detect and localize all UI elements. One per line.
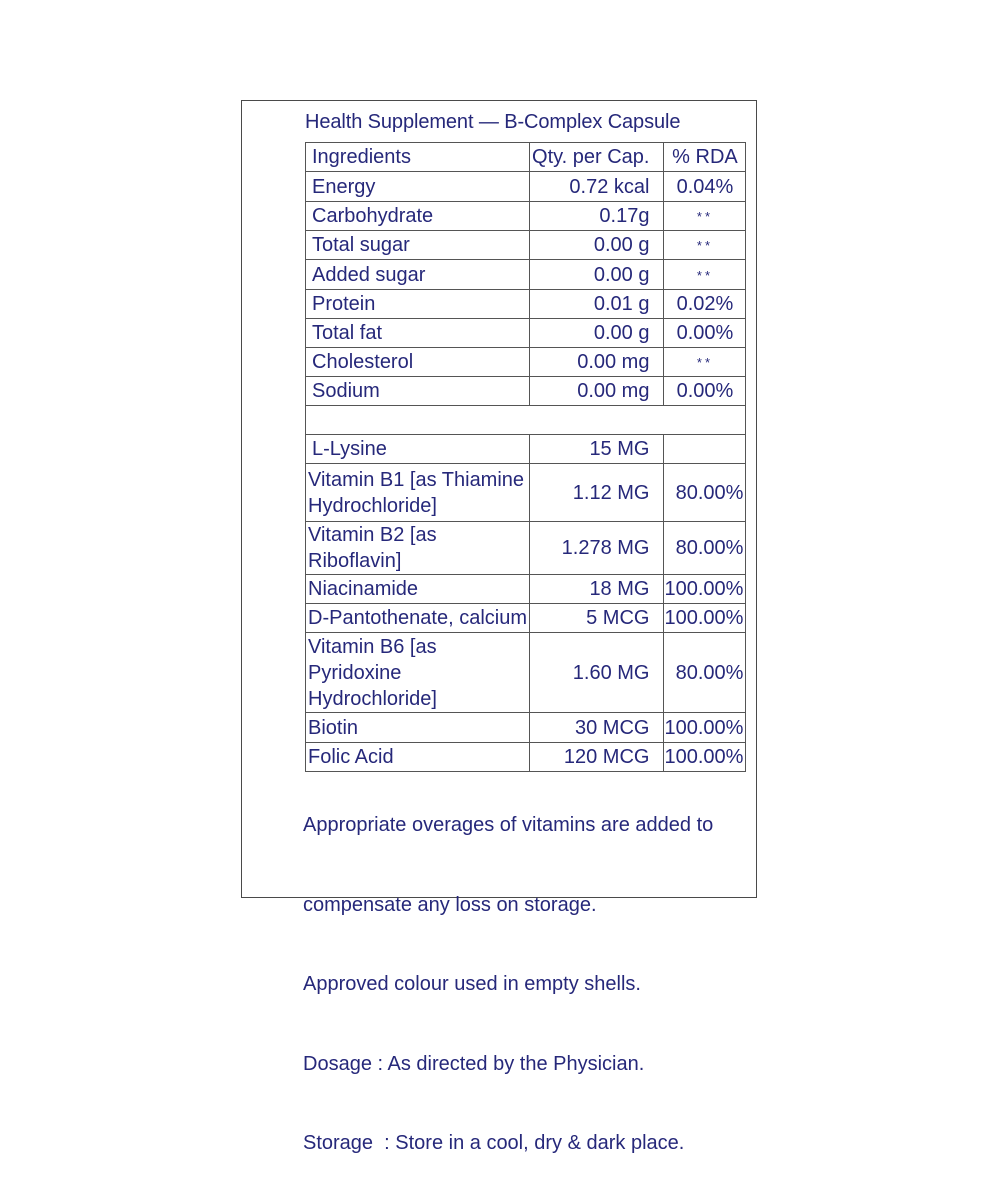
ingredient-name: Energy (306, 172, 530, 202)
ingredient-rda: 80.00% (664, 464, 746, 522)
table-row (306, 172, 746, 202)
table-row (306, 604, 746, 633)
ingredient-rda: 0.04% (664, 172, 746, 202)
ingredient-qty: 0.00 g (530, 319, 664, 348)
ingredient-rda: 100.00% (664, 743, 746, 772)
ingredient-name: Protein (306, 290, 530, 319)
ingredient-rda: 80.00% (664, 522, 746, 575)
ingredient-qty: 15 MG (530, 435, 664, 464)
ingredient-qty: 120 MCG (530, 743, 664, 772)
ingredients-table (305, 142, 746, 772)
header-qty: Qty. per Cap. (530, 143, 664, 172)
table-row (306, 348, 746, 377)
note-line: compensate any loss on storage. (303, 893, 597, 916)
table-header-row (306, 143, 746, 172)
ingredient-qty: 0.00 mg (530, 377, 664, 406)
rda-not-established: ** (696, 209, 714, 224)
ingredient-name: Vitamin B2 [as Riboflavin] (306, 522, 530, 575)
ingredient-name: D-Pantothenate, calcium (306, 604, 530, 633)
ingredient-qty: 18 MG (530, 575, 664, 604)
ingredient-qty: 1.12 MG (530, 464, 664, 522)
ingredient-name: Total fat (306, 319, 530, 348)
notes (303, 759, 713, 1183)
table-row (306, 713, 746, 743)
note-line: Dosage : As directed by the Physician. (303, 1052, 645, 1075)
ingredient-rda (664, 231, 746, 260)
ingredient-rda: 0.00% (664, 377, 746, 406)
table-row (306, 575, 746, 604)
ingredient-name: Biotin (306, 713, 530, 743)
ingredient-qty: 0.01 g (530, 290, 664, 319)
ingredient-name: Sodium (306, 377, 530, 406)
table-row (306, 260, 746, 290)
note-line: Appropriate overages of vitamins are added to (303, 814, 714, 836)
ingredient-rda: 100.00% (664, 575, 746, 604)
ingredient-rda (664, 435, 746, 464)
ingredient-rda: 0.00% (664, 319, 746, 348)
ingredient-name: L-Lysine (306, 435, 530, 464)
ingredient-name: Added sugar (306, 260, 530, 290)
ingredient-rda (664, 260, 746, 290)
rda-not-established: ** (696, 238, 714, 253)
ingredient-rda (664, 348, 746, 377)
table-row (306, 231, 746, 260)
table-row (306, 202, 746, 231)
ingredient-name: Total sugar (306, 231, 530, 260)
table-row (306, 319, 746, 348)
note-line: Approved colour used in empty shells. (303, 973, 641, 995)
ingredient-qty: 0.00 mg (530, 348, 664, 377)
ingredient-name: Folic Acid (306, 743, 530, 772)
ingredient-rda: 80.00% (664, 633, 746, 713)
ingredient-qty: 0.00 g (530, 231, 664, 260)
table-row (306, 377, 746, 406)
ingredient-rda: 100.00% (664, 713, 746, 743)
note-line: Storage : Store in a cool, dry & dark place. (303, 1132, 685, 1154)
rda-not-established: ** (696, 355, 714, 370)
ingredient-name: Vitamin B1 [as Thiamine Hydrochloride] (306, 464, 530, 522)
table-row (306, 522, 746, 575)
header-ingredients: Ingredients (306, 143, 530, 172)
table-row (306, 633, 746, 713)
ingredient-qty: 0.00 g (530, 260, 664, 290)
rda-not-established: ** (696, 267, 714, 283)
ingredient-name: Niacinamide (306, 575, 530, 604)
ingredient-name: Cholesterol (306, 348, 530, 377)
table-row (306, 464, 746, 522)
ingredient-rda: 100.00% (664, 604, 746, 633)
table-row (306, 290, 746, 319)
ingredient-rda: 0.02% (664, 290, 746, 319)
table-row (306, 435, 746, 464)
ingredient-qty: 5 MCG (530, 604, 664, 633)
ingredient-qty: 0.72 kcal (530, 172, 664, 202)
ingredient-name: Vitamin B6 [as Pyridoxine Hydrochloride] (306, 633, 530, 713)
ingredient-qty: 1.278 MG (530, 522, 664, 575)
ingredient-qty: 1.60 MG (530, 633, 664, 713)
ingredient-qty: 0.17g (530, 202, 664, 231)
ingredient-name: Carbohydrate (306, 202, 530, 231)
label-title: Health Supplement — B-Complex Capsule (305, 111, 681, 133)
spacer-cell (306, 406, 746, 435)
table-spacer-row (306, 406, 746, 435)
header-rda: % RDA (664, 143, 746, 172)
ingredient-rda (664, 202, 746, 231)
ingredient-qty: 30 MCG (530, 713, 664, 743)
